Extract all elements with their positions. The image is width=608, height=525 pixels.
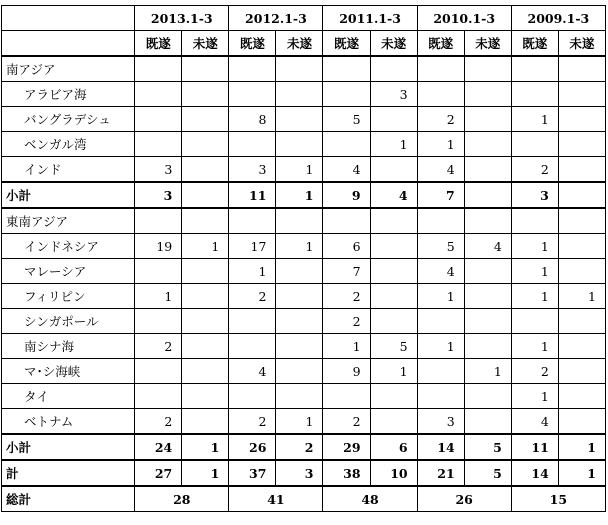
table-row bbox=[2, 132, 606, 157]
value-cell: 2 bbox=[511, 359, 558, 384]
grand-total-cell: 28 bbox=[135, 486, 229, 512]
value-cell bbox=[182, 107, 229, 132]
value-cell bbox=[558, 334, 605, 359]
incident-table bbox=[1, 5, 606, 512]
value-cell: 9 bbox=[323, 359, 370, 384]
table-row bbox=[2, 359, 606, 384]
sub-header: 未遂 bbox=[182, 31, 229, 57]
value-cell bbox=[323, 56, 370, 82]
value-cell: 29 bbox=[323, 434, 370, 460]
value-cell bbox=[370, 234, 417, 259]
value-cell: 1 bbox=[511, 284, 558, 309]
value-cell bbox=[182, 157, 229, 183]
row-label: シンガポール bbox=[2, 309, 135, 334]
value-cell bbox=[276, 107, 323, 132]
value-cell bbox=[182, 384, 229, 409]
value-cell bbox=[229, 334, 276, 359]
row-label: インドネシア bbox=[2, 234, 135, 259]
grand-total-cell: 26 bbox=[417, 486, 511, 512]
value-cell: 5 bbox=[464, 460, 511, 486]
value-cell bbox=[558, 56, 605, 82]
value-cell bbox=[558, 359, 605, 384]
value-cell bbox=[229, 56, 276, 82]
value-cell: 1 bbox=[558, 284, 605, 309]
grand-total-row bbox=[2, 486, 606, 512]
value-cell: 17 bbox=[229, 234, 276, 259]
value-cell bbox=[276, 132, 323, 157]
value-cell: 26 bbox=[229, 434, 276, 460]
table-row bbox=[2, 157, 606, 183]
value-cell: 1 bbox=[417, 334, 464, 359]
value-cell bbox=[464, 208, 511, 234]
value-cell: 11 bbox=[511, 434, 558, 460]
row-label: 小計 bbox=[2, 182, 135, 208]
value-cell: 3 bbox=[370, 82, 417, 107]
value-cell bbox=[276, 208, 323, 234]
value-cell bbox=[323, 132, 370, 157]
value-cell bbox=[182, 132, 229, 157]
value-cell bbox=[417, 309, 464, 334]
value-cell: 2 bbox=[229, 284, 276, 309]
value-cell bbox=[229, 309, 276, 334]
corner-cell bbox=[2, 31, 135, 57]
value-cell: 24 bbox=[135, 434, 182, 460]
row-label: バングラデシュ bbox=[2, 107, 135, 132]
year-header: 2009.1-3 bbox=[511, 6, 605, 31]
value-cell bbox=[182, 334, 229, 359]
value-cell: 5 bbox=[417, 234, 464, 259]
value-cell bbox=[135, 384, 182, 409]
value-cell: 38 bbox=[323, 460, 370, 486]
value-cell: 1 bbox=[511, 334, 558, 359]
value-cell bbox=[558, 82, 605, 107]
value-cell: 4 bbox=[511, 409, 558, 435]
value-cell bbox=[370, 384, 417, 409]
value-cell: 2 bbox=[229, 409, 276, 435]
value-cell bbox=[558, 259, 605, 284]
row-label: 南シナ海 bbox=[2, 334, 135, 359]
value-cell: 14 bbox=[511, 460, 558, 486]
value-cell: 1 bbox=[511, 259, 558, 284]
value-cell bbox=[558, 107, 605, 132]
value-cell bbox=[370, 259, 417, 284]
value-cell: 6 bbox=[370, 434, 417, 460]
table-row bbox=[2, 234, 606, 259]
value-cell bbox=[511, 56, 558, 82]
value-cell bbox=[464, 82, 511, 107]
value-cell: 1 bbox=[511, 234, 558, 259]
year-header: 2013.1-3 bbox=[135, 6, 229, 31]
sub-header: 未遂 bbox=[464, 31, 511, 57]
value-cell bbox=[182, 309, 229, 334]
table-row bbox=[2, 309, 606, 334]
value-cell: 27 bbox=[135, 460, 182, 486]
value-cell bbox=[229, 208, 276, 234]
value-cell: 3 bbox=[135, 157, 182, 183]
table-row bbox=[2, 82, 606, 107]
row-label: 計 bbox=[2, 460, 135, 486]
year-header: 2011.1-3 bbox=[323, 6, 417, 31]
value-cell bbox=[229, 82, 276, 107]
value-cell bbox=[276, 384, 323, 409]
value-cell: 2 bbox=[135, 409, 182, 435]
value-cell bbox=[323, 384, 370, 409]
value-cell bbox=[135, 107, 182, 132]
value-cell: 1 bbox=[276, 234, 323, 259]
value-cell: 5 bbox=[464, 434, 511, 460]
value-cell bbox=[558, 182, 605, 208]
value-cell: 1 bbox=[182, 460, 229, 486]
value-cell: 7 bbox=[323, 259, 370, 284]
row-label: ベトナム bbox=[2, 409, 135, 435]
total-row bbox=[2, 460, 606, 486]
section-header-row bbox=[2, 208, 606, 234]
value-cell: 1 bbox=[370, 359, 417, 384]
value-cell bbox=[276, 259, 323, 284]
value-cell bbox=[464, 384, 511, 409]
value-cell: 1 bbox=[276, 409, 323, 435]
value-cell bbox=[464, 56, 511, 82]
section-title: 東南アジア bbox=[2, 208, 135, 234]
value-cell: 2 bbox=[323, 409, 370, 435]
section-header-row bbox=[2, 56, 606, 82]
value-cell bbox=[276, 309, 323, 334]
value-cell: 1 bbox=[464, 359, 511, 384]
value-cell bbox=[511, 82, 558, 107]
value-cell bbox=[417, 208, 464, 234]
grand-total-cell: 41 bbox=[229, 486, 323, 512]
value-cell bbox=[511, 309, 558, 334]
table-row bbox=[2, 384, 606, 409]
value-cell bbox=[370, 157, 417, 183]
value-cell bbox=[558, 234, 605, 259]
value-cell: 2 bbox=[417, 107, 464, 132]
value-cell bbox=[182, 284, 229, 309]
value-cell bbox=[464, 182, 511, 208]
sub-header: 既遂 bbox=[511, 31, 558, 57]
value-cell: 9 bbox=[323, 182, 370, 208]
value-cell: 2 bbox=[276, 434, 323, 460]
value-cell: 4 bbox=[417, 157, 464, 183]
sub-header: 既遂 bbox=[417, 31, 464, 57]
value-cell: 2 bbox=[323, 309, 370, 334]
value-cell bbox=[276, 359, 323, 384]
value-cell bbox=[417, 56, 464, 82]
value-cell bbox=[558, 309, 605, 334]
sub-header: 既遂 bbox=[229, 31, 276, 57]
value-cell bbox=[370, 309, 417, 334]
value-cell: 3 bbox=[511, 182, 558, 208]
table-row bbox=[2, 334, 606, 359]
value-cell: 1 bbox=[511, 384, 558, 409]
value-cell: 2 bbox=[323, 284, 370, 309]
sub-header: 未遂 bbox=[276, 31, 323, 57]
table-header bbox=[2, 6, 606, 57]
value-cell bbox=[182, 56, 229, 82]
value-cell: 11 bbox=[229, 182, 276, 208]
row-label: アラビア海 bbox=[2, 82, 135, 107]
value-cell bbox=[276, 56, 323, 82]
value-cell bbox=[558, 157, 605, 183]
value-cell: 4 bbox=[370, 182, 417, 208]
value-cell bbox=[417, 82, 464, 107]
value-cell: 19 bbox=[135, 234, 182, 259]
grand-total-cell: 15 bbox=[511, 486, 605, 512]
table-body bbox=[2, 56, 606, 512]
value-cell: 4 bbox=[229, 359, 276, 384]
value-cell: 1 bbox=[276, 157, 323, 183]
row-label: マ･シ海峡 bbox=[2, 359, 135, 384]
value-cell bbox=[182, 409, 229, 435]
year-header: 2010.1-3 bbox=[417, 6, 511, 31]
value-cell bbox=[135, 309, 182, 334]
section-title: 南アジア bbox=[2, 56, 135, 82]
value-cell: 3 bbox=[276, 460, 323, 486]
value-cell: 10 bbox=[370, 460, 417, 486]
value-cell: 3 bbox=[135, 182, 182, 208]
row-label: インド bbox=[2, 157, 135, 183]
value-cell: 4 bbox=[464, 234, 511, 259]
sub-header: 未遂 bbox=[558, 31, 605, 57]
value-cell bbox=[417, 384, 464, 409]
value-cell: 1 bbox=[558, 434, 605, 460]
value-cell bbox=[464, 334, 511, 359]
value-cell bbox=[370, 284, 417, 309]
value-cell bbox=[135, 259, 182, 284]
value-cell: 1 bbox=[323, 334, 370, 359]
value-cell: 2 bbox=[511, 157, 558, 183]
value-cell bbox=[276, 334, 323, 359]
value-cell: 1 bbox=[417, 132, 464, 157]
row-label: フィリピン bbox=[2, 284, 135, 309]
value-cell bbox=[135, 82, 182, 107]
value-cell bbox=[511, 208, 558, 234]
value-cell: 4 bbox=[323, 157, 370, 183]
value-cell bbox=[182, 259, 229, 284]
value-cell: 1 bbox=[558, 460, 605, 486]
value-cell: 6 bbox=[323, 234, 370, 259]
value-cell: 1 bbox=[182, 234, 229, 259]
value-cell bbox=[135, 132, 182, 157]
row-label: マレーシア bbox=[2, 259, 135, 284]
value-cell bbox=[464, 309, 511, 334]
subtotal-row bbox=[2, 182, 606, 208]
row-label: ベンガル湾 bbox=[2, 132, 135, 157]
value-cell bbox=[370, 107, 417, 132]
table-row bbox=[2, 409, 606, 435]
value-cell bbox=[464, 132, 511, 157]
value-cell: 1 bbox=[417, 284, 464, 309]
value-cell: 1 bbox=[135, 284, 182, 309]
value-cell bbox=[464, 107, 511, 132]
value-cell: 2 bbox=[135, 334, 182, 359]
value-cell bbox=[558, 384, 605, 409]
value-cell bbox=[135, 208, 182, 234]
value-cell bbox=[182, 359, 229, 384]
year-header: 2012.1-3 bbox=[229, 6, 323, 31]
value-cell bbox=[558, 208, 605, 234]
row-label: 小計 bbox=[2, 434, 135, 460]
value-cell bbox=[370, 409, 417, 435]
value-cell: 3 bbox=[229, 157, 276, 183]
value-cell: 4 bbox=[417, 259, 464, 284]
value-cell: 1 bbox=[511, 107, 558, 132]
value-cell bbox=[464, 157, 511, 183]
row-label: 総計 bbox=[2, 486, 135, 512]
value-cell: 1 bbox=[182, 434, 229, 460]
value-cell bbox=[370, 208, 417, 234]
value-cell bbox=[135, 359, 182, 384]
value-cell: 1 bbox=[229, 259, 276, 284]
subtotal-row bbox=[2, 434, 606, 460]
value-cell bbox=[558, 132, 605, 157]
value-cell bbox=[464, 409, 511, 435]
value-cell: 1 bbox=[370, 132, 417, 157]
value-cell bbox=[229, 132, 276, 157]
row-label: タイ bbox=[2, 384, 135, 409]
table-row bbox=[2, 284, 606, 309]
year-header-row bbox=[2, 6, 606, 31]
value-cell: 3 bbox=[417, 409, 464, 435]
value-cell bbox=[323, 208, 370, 234]
table-row bbox=[2, 259, 606, 284]
grand-total-cell: 48 bbox=[323, 486, 417, 512]
value-cell: 14 bbox=[417, 434, 464, 460]
value-cell bbox=[276, 284, 323, 309]
value-cell bbox=[276, 82, 323, 107]
value-cell: 37 bbox=[229, 460, 276, 486]
value-cell bbox=[464, 259, 511, 284]
sub-header: 既遂 bbox=[323, 31, 370, 57]
value-cell bbox=[323, 82, 370, 107]
value-cell bbox=[135, 56, 182, 82]
value-cell bbox=[558, 409, 605, 435]
value-cell: 5 bbox=[323, 107, 370, 132]
sub-header: 既遂 bbox=[135, 31, 182, 57]
value-cell: 21 bbox=[417, 460, 464, 486]
value-cell bbox=[229, 384, 276, 409]
value-cell: 7 bbox=[417, 182, 464, 208]
corner-cell bbox=[2, 6, 135, 31]
value-cell bbox=[464, 284, 511, 309]
value-cell bbox=[182, 182, 229, 208]
value-cell bbox=[370, 56, 417, 82]
table-row bbox=[2, 107, 606, 132]
sub-header-row bbox=[2, 31, 606, 57]
value-cell: 1 bbox=[276, 182, 323, 208]
value-cell: 8 bbox=[229, 107, 276, 132]
value-cell bbox=[182, 82, 229, 107]
value-cell bbox=[182, 208, 229, 234]
value-cell bbox=[417, 359, 464, 384]
sub-header: 未遂 bbox=[370, 31, 417, 57]
value-cell bbox=[511, 132, 558, 157]
value-cell: 5 bbox=[370, 334, 417, 359]
